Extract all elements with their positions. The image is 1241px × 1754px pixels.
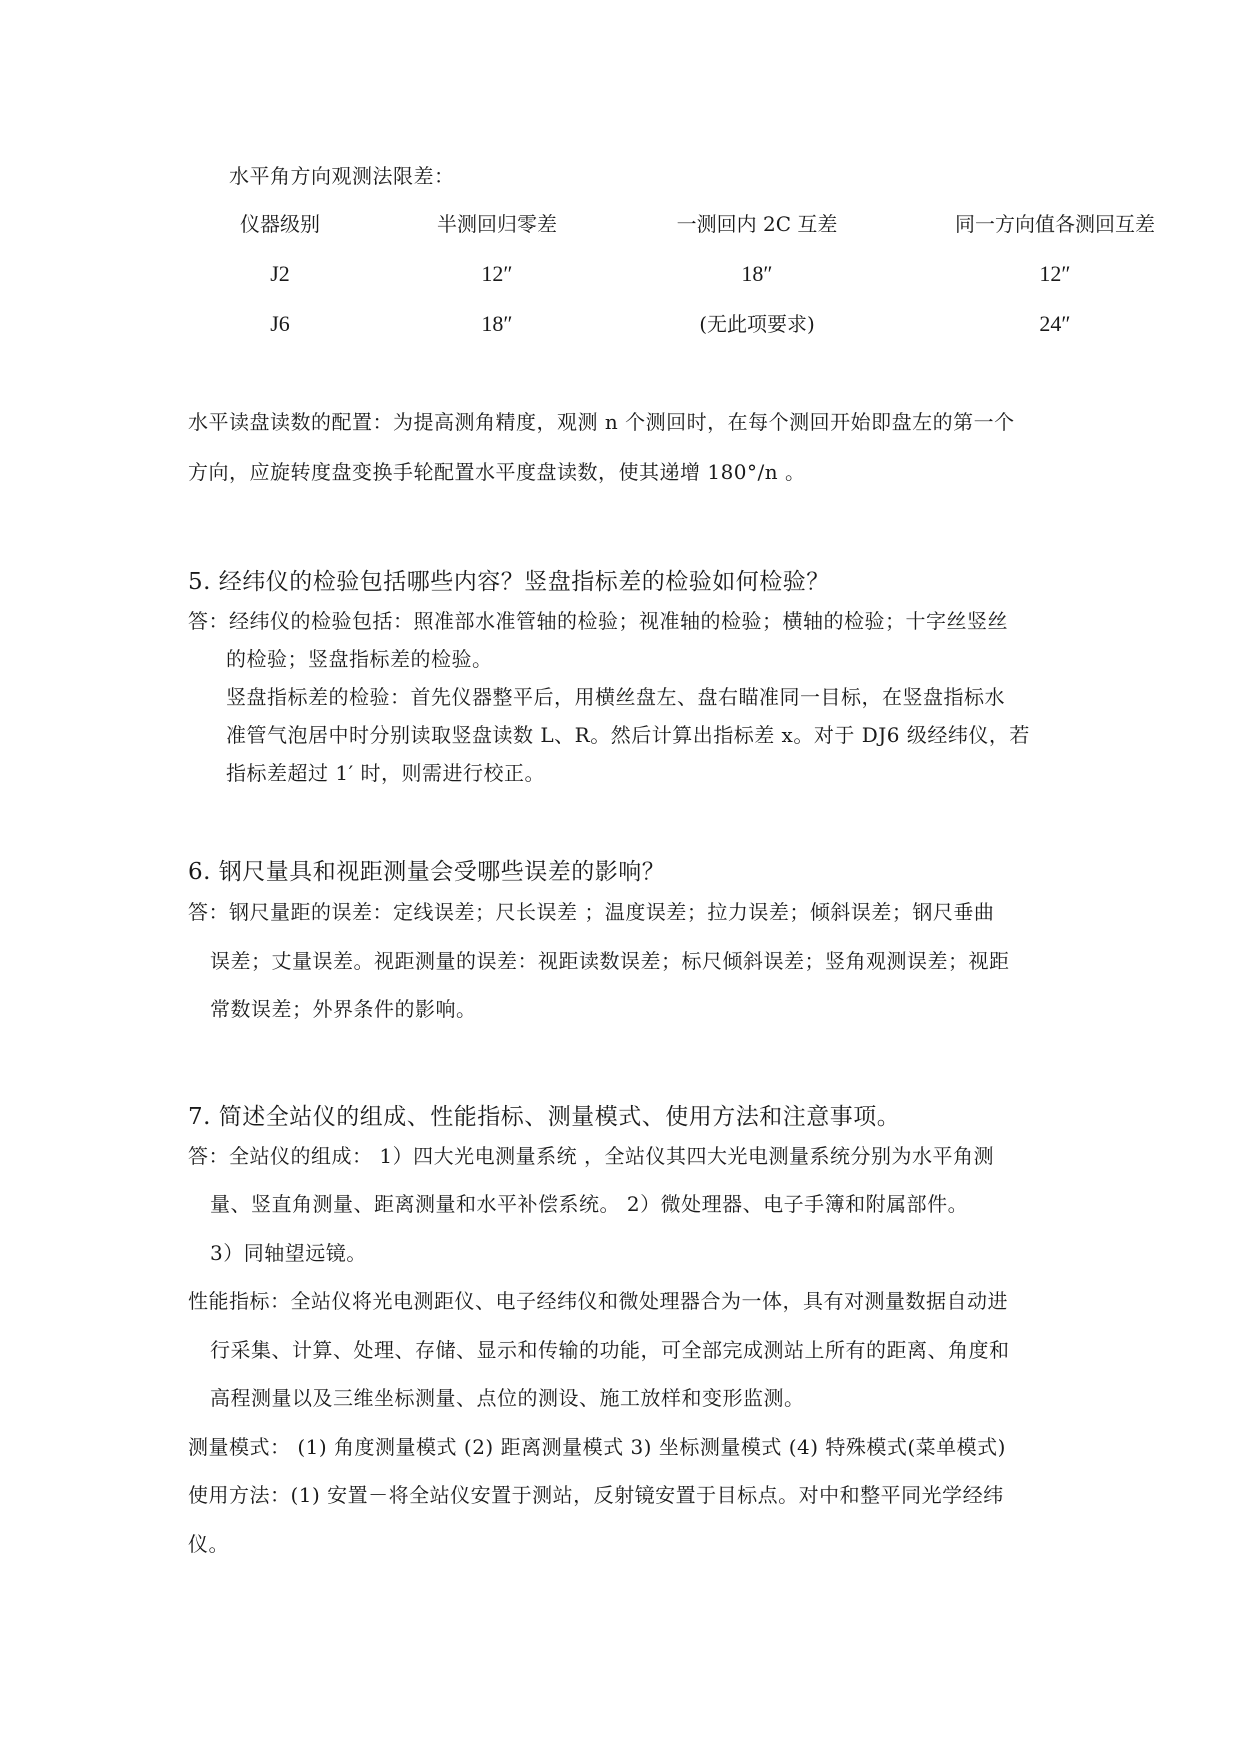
table-row-j6-same-direction: 24″ <box>1039 311 1071 336</box>
table-header-same-direction: 同一方向值各测回互差 <box>955 212 1155 236</box>
table-row-j2-half-round: 12″ <box>481 261 513 286</box>
table-row-j2-same-direction: 12″ <box>1039 261 1071 286</box>
question-5-title: 5. 经纬仪的检验包括哪些内容？竖盘指标差的检验如何检验？ <box>188 569 830 595</box>
question-7-answer-line: 量、竖直角测量、距离测量和水平补偿系统。 2）微处理器、电子手簿和附属部件。 <box>210 1192 969 1216</box>
question-7-answer-line: 仪。 <box>188 1532 229 1556</box>
question-5-answer-line: 竖盘指标差的检验：首先仪器整平后，用横丝盘左、盘右瞄准同一目标，在竖盘指标水 <box>226 685 1005 709</box>
table-row-j6-grade: J6 <box>270 311 290 336</box>
question-6-answer-line: 答：钢尺量距的误差：定线误差；尺长误差 ；温度误差；拉力误差；倾斜误差；钢尺垂曲 <box>188 900 995 924</box>
question-7-answer-line: 测量模式： (1) 角度测量模式 (2) 距离测量模式 3) 坐标测量模式 (4) 特殊模式(菜单模式) <box>188 1435 1006 1459</box>
question-7-answer-line: 3）同轴望远镜。 <box>210 1241 367 1265</box>
dial-config-line-1: 水平读盘读数的配置：为提高测角精度，观测 n 个测回时，在每个测回开始即盘左的第一个 <box>188 410 1015 434</box>
question-5-answer-line: 的检验；竖盘指标差的检验。 <box>226 647 493 671</box>
table-row-j2-grade: J2 <box>270 261 290 286</box>
table-row-j2-2c: 18″ <box>741 261 773 286</box>
table-header-half-round: 半测回归零差 <box>437 212 557 236</box>
table-header-2c: 一测回内 2C 互差 <box>676 212 838 236</box>
question-6-answer-line: 常数误差；外界条件的影响。 <box>210 997 477 1021</box>
table-row-j6-2c: (无此项要求) <box>699 312 815 336</box>
table-header-instrument: 仪器级别 <box>240 212 320 236</box>
question-5-answer-line: 指标差超过 1′ 时，则需进行校正。 <box>226 761 545 785</box>
question-7-answer-line: 高程测量以及三维坐标测量、点位的测设、施工放样和变形监测。 <box>210 1386 805 1410</box>
question-7-answer-line: 行采集、计算、处理、存储、显示和传输的功能，可全部完成测站上所有的距离、角度和 <box>210 1338 1010 1362</box>
question-7-answer-line: 答：全站仪的组成： 1）四大光电测量系统 ，全站仪其四大光电测量系统分别为水平角测 <box>188 1144 994 1168</box>
table-row-j6-half-round: 18″ <box>481 311 513 336</box>
question-6-answer-line: 误差；丈量误差。视距测量的误差：视距读数误差；标尺倾斜误差；竖角观测误差；视距 <box>210 949 1010 973</box>
question-7-answer-line: 使用方法：(1) 安置－将全站仪安置于测站，反射镜安置于目标点。对中和整平同光学经纬 <box>188 1483 1004 1507</box>
question-6-title: 6. 钢尺量具和视距测量会受哪些误差的影响？ <box>188 859 666 885</box>
question-7-answer-line: 性能指标：全站仪将光电测距仪、电子经纬仪和微处理器合为一体，具有对测量数据自动进 <box>188 1289 1008 1313</box>
tolerance-title: 水平角方向观测法限差： <box>229 164 455 188</box>
question-5-answer-line: 准管气泡居中时分别读取竖盘读数 L、R。然后计算出指标差 x。对于 DJ6 级经纬仪，若 <box>226 723 1030 747</box>
question-5-answer-line: 答：经纬仪的检验包括：照准部水准管轴的检验；视准轴的检验；横轴的检验；十字丝竖丝 <box>188 609 1008 633</box>
dial-config-line-2: 方向，应旋转度盘变换手轮配置水平度盘读数，使其递增 180°/n 。 <box>188 460 806 484</box>
question-7-title: 7. 简述全站仪的组成、性能指标、测量模式、使用方法和注意事项。 <box>188 1104 901 1130</box>
